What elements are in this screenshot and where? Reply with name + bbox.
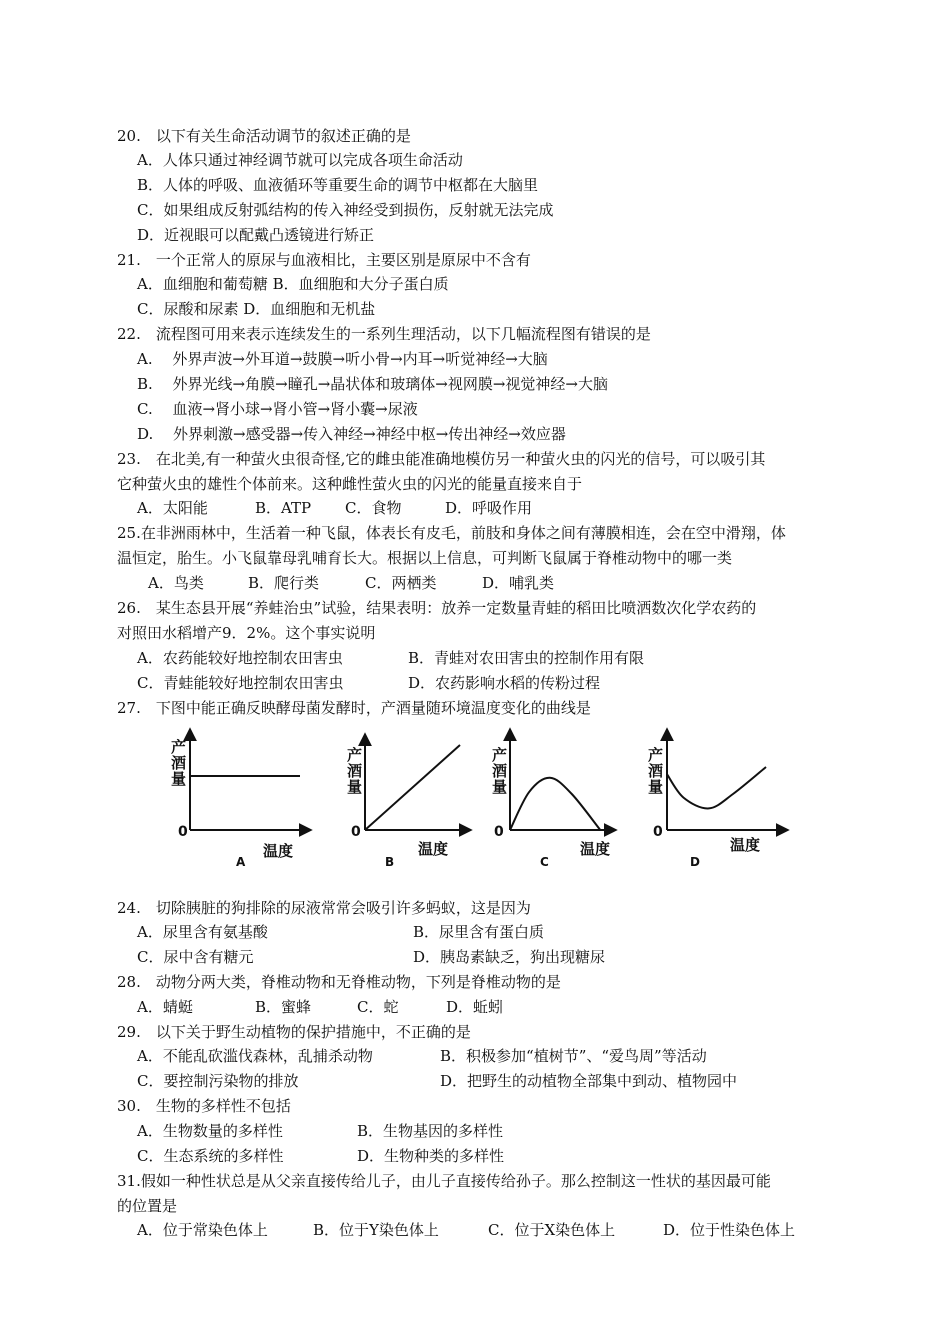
q20-option-b: B．人体的呼吸、血液循环等重要生命的调节中枢都在大脑里 — [137, 176, 539, 194]
q26-stem-line1: 26. 某生态县开展“养蛙治虫”试验，结果表明：放养一定数量青蛙的稻田比喷洒数次化学农药的 — [117, 599, 757, 617]
q31-stem-line1: 31.假如一种性状总是从父亲直接传给儿子，由儿子直接传给孙子。那么控制这一性状的基因最可能 — [117, 1172, 771, 1190]
q24-option-c: C．尿中含有糖元 — [137, 948, 254, 966]
q29-option-b: B．积极参加“植树节”、“爱鸟周”等活动 — [440, 1047, 707, 1065]
chart-C — [492, 730, 615, 869]
q23-options — [0, 497, 950, 519]
q27-figure — [0, 720, 950, 870]
q23-option-b: B．ATP — [255, 499, 312, 517]
q25-stem-line2: 温恒定，胎生。小飞鼠靠母乳哺育长大。根据以上信息，可判断飞鼠属于脊椎动物中的哪一类 — [117, 549, 733, 567]
q26-option-b: B．青蛙对农田害虫的控制作用有限 — [408, 649, 645, 667]
q20-option-c: C．如果组成反射弧结构的传入神经受到损伤，反射就无法完成 — [137, 201, 554, 219]
q26-stem-line2: 对照田水稻增产9．2%。这个事实说明 — [117, 624, 376, 642]
q20-option-a: A．人体只通过神经调节就可以完成各项生命活动 — [137, 151, 463, 169]
curve-C — [510, 778, 600, 830]
curve-B — [365, 745, 460, 830]
q27-stem: 27. 下图中能正确反映酵母菌发酵时，产酒量随环境温度变化的曲线是 — [117, 699, 591, 717]
q30-option-d: D．生物种类的多样性 — [357, 1147, 505, 1165]
q30-option-c: C．生态系统的多样性 — [137, 1147, 284, 1165]
q31-option-b: B．位于Y染色体上 — [313, 1221, 439, 1239]
q29-option-c: C．要控制污染物的排放 — [137, 1072, 299, 1090]
q23-stem-line1: 23. 在北美,有一种萤火虫很奇怪,它的雌虫能准确地模仿另一种萤火虫的闪光的信号，可以吸引其 — [117, 450, 766, 468]
x-axis-label: 温度 — [263, 842, 294, 860]
q26-options-cd — [0, 672, 950, 694]
q24-option-a: A．尿里含有氨基酸 — [137, 923, 268, 941]
q29-options-ab — [0, 1045, 950, 1067]
q29-options-cd — [0, 1070, 950, 1092]
q31-option-d: D．位于性染色体上 — [663, 1221, 796, 1239]
q21-options-cd: C．尿酸和尿素 D．血细胞和无机盐 — [137, 300, 376, 318]
q22-stem: 22. 流程图可用来表示连续发生的一系列生理活动，以下几幅流程图有错误的是 — [117, 325, 651, 343]
q23-stem-line2: 它种萤火虫的雄性个体前来。这种雌性萤火虫的闪光的能量直接来自于 — [117, 475, 583, 493]
q28-options — [0, 996, 950, 1018]
q26-option-d: D．农药影响水稻的传粉过程 — [408, 674, 601, 692]
q22-option-b: B. 外界光线→角膜→瞳孔→晶状体和玻璃体→视网膜→视觉神经→大脑 — [137, 375, 608, 393]
q28-option-c: C．蛇 — [357, 998, 399, 1016]
q25-option-c: C．两栖类 — [365, 574, 437, 592]
q30-stem: 30. 生物的多样性不包括 — [117, 1097, 291, 1115]
q20-option-d: D．近视眼可以配戴凸透镜进行矫正 — [137, 226, 375, 244]
panel-label: C — [540, 855, 549, 869]
q25-option-d: D．哺乳类 — [482, 574, 555, 592]
q26-option-c: C．青蛙能较好地控制农田害虫 — [137, 674, 344, 692]
q28-option-b: B．蜜蜂 — [255, 998, 312, 1016]
origin-label: 0 — [178, 824, 188, 840]
chart-D — [648, 730, 787, 869]
chart-A — [171, 730, 310, 869]
q28-option-a: A．蜻蜓 — [137, 998, 193, 1016]
q25-options — [0, 572, 950, 594]
panel-label: A — [236, 855, 246, 869]
q30-option-a: A．生物数量的多样性 — [137, 1122, 283, 1140]
q22-option-c: C. 血液→肾小球→肾小管→肾小囊→尿液 — [137, 400, 418, 418]
q29-option-a: A．不能乱砍滥伐森林，乱捕杀动物 — [137, 1047, 373, 1065]
x-axis-label: 温度 — [730, 836, 761, 854]
q29-option-d: D．把野生的动植物全部集中到动、植物园中 — [440, 1072, 738, 1090]
q29-stem: 29. 以下关于野生动植物的保护措施中，不正确的是 — [117, 1023, 471, 1041]
q26-option-a: A．农药能较好地控制农田害虫 — [137, 649, 343, 667]
q23-option-d: D．呼吸作用 — [445, 499, 533, 517]
q30-options-cd — [0, 1145, 950, 1167]
q21-options-ab: A．血细胞和葡萄糖 B．血细胞和大分子蛋白质 — [137, 275, 449, 293]
q31-stem-line2: 的位置是 — [117, 1197, 178, 1215]
origin-label: 0 — [653, 824, 663, 840]
q30-option-b: B．生物基因的多样性 — [357, 1122, 504, 1140]
y-axis-label: 产酒量 — [347, 746, 363, 796]
x-axis-label: 温度 — [580, 840, 611, 858]
q22-option-a: A. 外界声波→外耳道→鼓膜→听小骨→内耳→听觉神经→大脑 — [137, 350, 548, 368]
q25-option-b: B．爬行类 — [248, 574, 320, 592]
q24-option-b: B．尿里含有蛋白质 — [413, 923, 545, 941]
panel-label: B — [385, 855, 395, 869]
q26-options-ab — [0, 647, 950, 669]
q30-options-ab — [0, 1120, 950, 1142]
y-axis-label: 产酒量 — [492, 746, 508, 796]
origin-label: 0 — [494, 824, 504, 840]
q28-option-d: D．蚯蚓 — [446, 998, 504, 1016]
q31-option-a: A．位于常染色体上 — [137, 1221, 268, 1239]
q24-options-cd — [0, 946, 950, 968]
y-axis-label: 产酒量 — [648, 746, 664, 796]
q24-options-ab — [0, 921, 950, 943]
q31-options — [0, 1219, 950, 1241]
curve-D — [667, 767, 766, 808]
q25-option-a: A．鸟类 — [148, 574, 204, 592]
q21-stem: 21. 一个正常人的原尿与血液相比，主要区别是原尿中不含有 — [117, 251, 531, 269]
q28-stem: 28. 动物分两大类，脊椎动物和无脊椎动物，下列是脊椎动物的是 — [117, 973, 561, 991]
q20-stem: 20. 以下有关生命活动调节的叙述正确的是 — [117, 127, 411, 145]
q25-stem-line1: 25.在非洲雨林中，生活着一种飞鼠，体表长有皮毛，前肢和身体之间有薄膜相连，会在空中滑翔，体 — [117, 524, 786, 542]
origin-label: 0 — [351, 824, 361, 840]
y-axis-label: 产酒量 — [171, 738, 187, 788]
chart-B — [347, 735, 470, 869]
q22-option-d: D. 外界刺激→感受器→传入神经→神经中枢→传出神经→效应器 — [137, 425, 566, 443]
panel-label: D — [690, 855, 700, 869]
q23-option-c: C．食物 — [345, 499, 402, 517]
q31-option-c: C．位于X染色体上 — [488, 1221, 616, 1239]
x-axis-label: 温度 — [418, 840, 449, 858]
q24-stem: 24. 切除胰脏的狗排除的尿液常常会吸引许多蚂蚁，这是因为 — [117, 899, 531, 917]
q23-option-a: A．太阳能 — [137, 499, 208, 517]
q24-option-d: D．胰岛素缺乏，狗出现糖尿 — [413, 948, 606, 966]
